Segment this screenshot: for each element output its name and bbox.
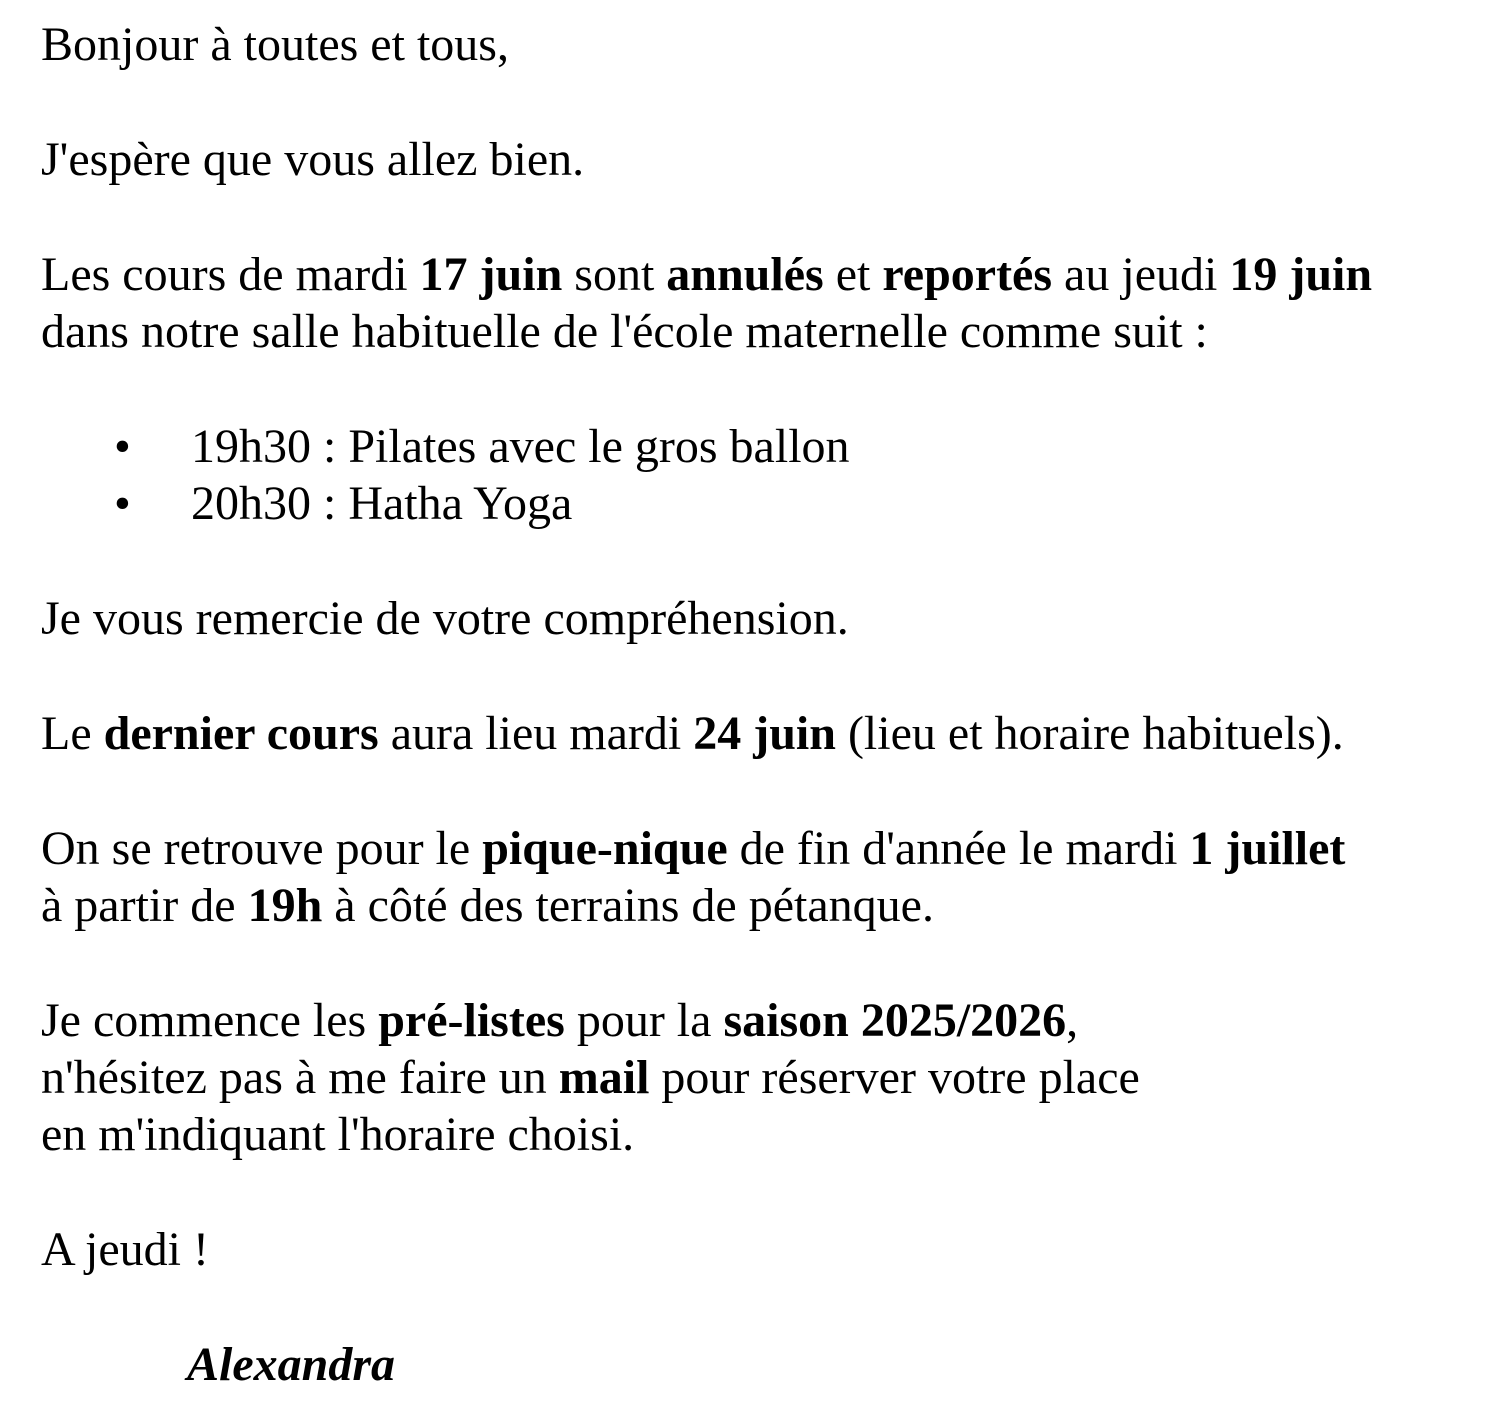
- thanks: Je vous remercie de votre compréhension.: [41, 592, 849, 645]
- last-class-date: 24 juin: [693, 707, 836, 760]
- postponed-word: reportés: [882, 248, 1053, 301]
- closing: A jeudi !: [41, 1223, 209, 1276]
- schedule-item-text: 19h30 : Pilates avec le gros ballon: [191, 420, 850, 473]
- bullet-icon: •: [114, 420, 131, 473]
- registration-paragraph-line-2: n'hésitez pas à me faire un mail pour réserver votre place: [41, 1051, 1140, 1104]
- season-label: saison 2025/2026: [723, 994, 1067, 1047]
- last-class-label: dernier cours: [103, 707, 379, 760]
- registration-paragraph-line-1: Je commence les pré-listes pour la saison 2025/2026,: [41, 994, 1079, 1047]
- wellwish: J'espère que vous allez bien.: [41, 133, 585, 186]
- date-new: 19 juin: [1229, 248, 1373, 301]
- greeting: Bonjour à toutes et tous,: [41, 18, 509, 71]
- picnic-label: pique-nique: [482, 822, 728, 875]
- picnic-paragraph-line-2: à partir de 19h à côté des terrains de pétanque.: [41, 879, 934, 932]
- registration-paragraph-line-3: en m'indiquant l'horaire choisi.: [41, 1108, 635, 1161]
- last-class-paragraph: Le dernier cours aura lieu mardi 24 juin (lieu et horaire habituels).: [41, 707, 1344, 760]
- picnic-time: 19h: [247, 879, 323, 932]
- schedule-item-text: 20h30 : Hatha Yoga: [191, 477, 573, 530]
- cancellation-paragraph-line-2: dans notre salle habituelle de l'école maternelle comme suit :: [41, 305, 1208, 358]
- bullet-icon: •: [114, 477, 131, 530]
- mail-label: mail: [558, 1051, 650, 1104]
- signature: Alexandra: [187, 1338, 396, 1391]
- date-cancelled: 17 juin: [419, 248, 563, 301]
- cancellation-paragraph-line-1: Les cours de mardi 17 juin sont annulés et reportés au jeudi 19 juin: [41, 248, 1373, 301]
- pre-lists-label: pré-listes: [378, 994, 565, 1047]
- cancelled-word: annulés: [666, 248, 824, 301]
- picnic-date: 1 juillet: [1189, 822, 1346, 875]
- picnic-paragraph-line-1: On se retrouve pour le pique-nique de fin d'année le mardi 1 juillet: [41, 822, 1346, 875]
